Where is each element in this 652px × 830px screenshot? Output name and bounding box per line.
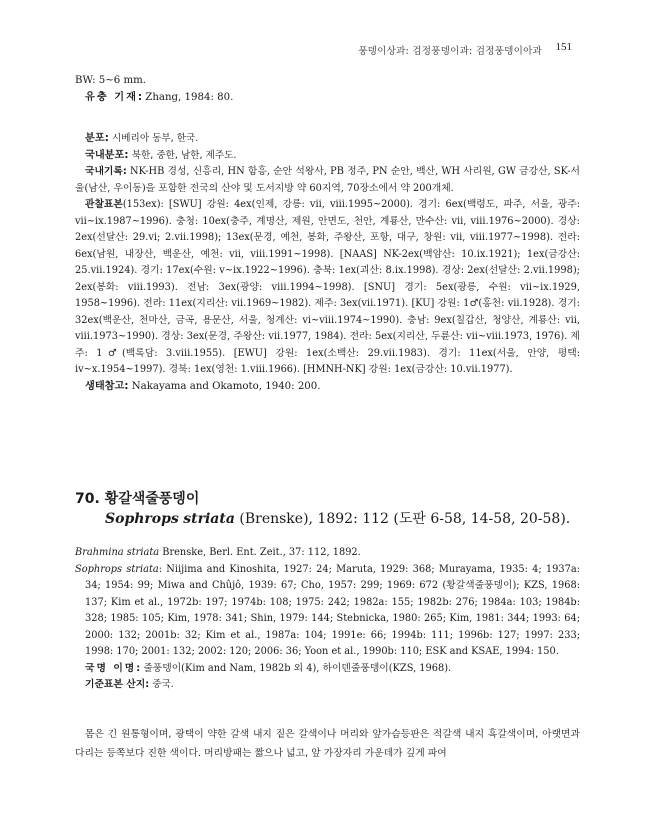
korean-distribution-text: 북한, 중한, 남한, 제주도. [131,149,237,161]
type-locality-label: 기준표본 산지 [85,679,146,690]
korean-records-text: NK-HB 경성, 신흥리, HN 함흥, 순안 석왕사, PB 정주, PN 순안, 백산, WH 사리원, GW 금강산, SK-서울(남산, 우이동)을 포함한 전국의 산야 및 도서지방 약 60지역, 70장소에서 약 200개체. [75,166,580,194]
specimens-examined [75,197,580,379]
body-length: BW: 5~6 mm. [75,75,147,86]
ecology-label: 생태참고 [85,380,125,392]
running-header [0,43,652,57]
larva-label: 유충 기재 [85,91,138,103]
species-number: 70. [75,491,100,507]
species-scientific-line [75,509,580,529]
larva-text: Zhang, 1984: 80. [145,91,234,103]
korean-records: 국내기록: NK-HB 경성, 신흥리, HN 함흥, 순안 석왕사, PB 정주, PN 순안, 백산, WH 사리원, GW 금강산, SK-서울(남산, 우이동)을 포함한 전국의 산야 및 도서지방 약 60지역, 70장소에서 약 200개체. [75,166,580,194]
distribution-block [75,131,580,395]
distribution-text: 시베리아 동부, 한국. [112,133,199,144]
synonym-original [75,545,580,562]
korean-synonyms: 국명 이명: 줄풍뎅이(Kim and Nam, 1982b 외 4), 하이덴줄풍뎅이(KZS, 1968). [85,662,452,674]
synonymy-block [75,545,580,694]
type-locality: 기준표본 산지: 중국. [85,679,174,690]
distribution-label: 분포 [85,133,105,144]
synonym-citations [75,562,580,661]
species-epithet: striata [183,511,235,527]
korean-distribution: 국내분포: 북한, 중한, 남한, 제주도. [85,149,237,161]
korean-synonyms-text: 줄풍뎅이(Kim and Nam, 1982b 외 4), 하이덴줄풍뎅이(KZS, 1968). [143,662,452,674]
genus-name: Sophrops [105,511,179,527]
specimens-text: (153ex): [SWU] 강원: 4ex(인제, 강릉: vii, viii.1995~2000). 경기: 6ex(백령도, 파주, 서울, 광주: vii~ix.1987~1996). 충청: 10ex(충주, 계명산, 제원, 안면도, 천안, 계룡산, 만수산: vii, viii.1976~2000). 경상: 2ex(선달산: 29.vi; 2.vii.1998); 13ex(문경, 예천, 봉화, 주왕산, 포항, 대구, 창원: vii, viii.1977~1998). 전라: 6ex(남원, 내장산, 백운산, 예천: vii, viii.1991~1998). [NAAS] NK-2ex(백암산: 10.ix.1921); 1ex(금강산: 25.vii.1924). 경기: 17ex(수원: v~ix.1922~1996). 충북: 1ex(괴산: 8.ix.1998). 경상: 2ex(선달산: 2.vii.1998); 2ex(봉화: viii.1993). 전남: 3ex(광양: viii.1994~1998). [SNU] 경기: 5ex(광릉, 수원: vii~ix.1929, 1958~1996). 전라: 11ex(지리산: vii.1969~1982). 제주: 3ex(vii.1971). [KU] 강원: 1♂(홍천: vii.1928). 경기: 32ex(백운산, 천마산, 금곡, 용문산, 서울, 청계산: vi~viii.1974~1990). 충남: 9ex(칠갑산, 청양산, 계룡산: vii, viii.1973~1990). 경상: 3ex(문경, 주왕산: vii.1977, 1984). 전라: 5ex(지리산, 두륜산: vii~viii.1973, 1976). 제주: 1♂(백록담: 3.viii.1955). [EWU] 강원: 1ex(소백산: 29.vii.1983). 경기: 11ex(서울, 안양, 평택: iv~x.1954~1997). 경북: 1ex(영천: 1.viii.1966). [HMNH-NK] 강원: 1ex(금강산: 10.vii.1977). [75,199,580,375]
korean-synonyms-label: 국명 이명 [85,662,137,674]
distribution: 분포: 시베리아 동부, 한국. [85,133,199,144]
ecology-reference: 생태참고: Nakayama and Okamoto, 1940: 200. [85,380,321,392]
species-korean-name: 황갈색줄풍뎅이 [104,491,200,507]
specimens-label: 관찰표본 [85,199,123,210]
ecology-text: Nakayama and Okamoto, 1940: 200. [131,380,321,392]
korean-records-label: 국내기록 [85,166,123,177]
page-number: 151 [555,41,572,53]
synonym-citations-ref: : Niijima and Kinoshita, 1927: 24; Maruta, 1929: 368; Murayama, 1935: 4; 1937a: 34; 1954: 99; Miwa and Chûjô, 1939: 67; Cho, 1957: 299; 1969: 672 (황갈색줄풍뎅이); KZS, 1968: 137; Kim et al., 1972b: 197; 1974b: 108; 1975: 242; 1982a: 155; 1982b: 276; 1984a: 103; 1984b: 328; 1985: 105; Kim, 1978: 341; Shin, 1979: 144; Stebnicka, 1980: 265; Kim, 1981: 344; 1993: 64; 2000: 132; 2001b: 32; Kim et al., 1987a: 104; 1991e: 66; 1994b: 111; 1996b: 127; 1997: 233; 1998: 170; 2001: 132; 2002: 120; 2006: 36; Yoon et al., 1990b: 110; ESK and KSAE, 1994: 150. [85,563,580,657]
synonym-original-name: Brahmina striata [75,547,160,558]
species-author: (Brenske), 1892: 112 (도판 6-58, 14-58, 20-58). [239,511,571,527]
description-paragraph: 몸은 긴 원통형이며, 광택이 약한 갈색 내지 짙은 갈색이나 머리와 앞가슴등판은 적갈색 내지 흑갈색이며, 아랫면과 다리는 등쪽보다 진한 색이다. 머리방패는 짧으나 넓고, 앞 가장자리 가운데가 깊게 파여 [75,729,580,759]
synonym-citations-name: Sophrops striata [75,563,159,575]
prev-species-block [75,73,580,106]
larva-description: 유충 기재: Zhang, 1984: 80. [85,91,234,103]
species-title-korean [75,489,580,509]
synonym-original-ref: Brenske, Berl. Ent. Zeit., 37: 112, 1892. [162,547,361,558]
type-locality-text: 중국. [152,679,174,690]
species-heading [75,489,580,529]
running-title: 풍뎅이상과: 검정풍뎅이과: 검정풍뎅이아과 [358,46,542,57]
korean-distribution-label: 국내분포 [85,149,125,161]
